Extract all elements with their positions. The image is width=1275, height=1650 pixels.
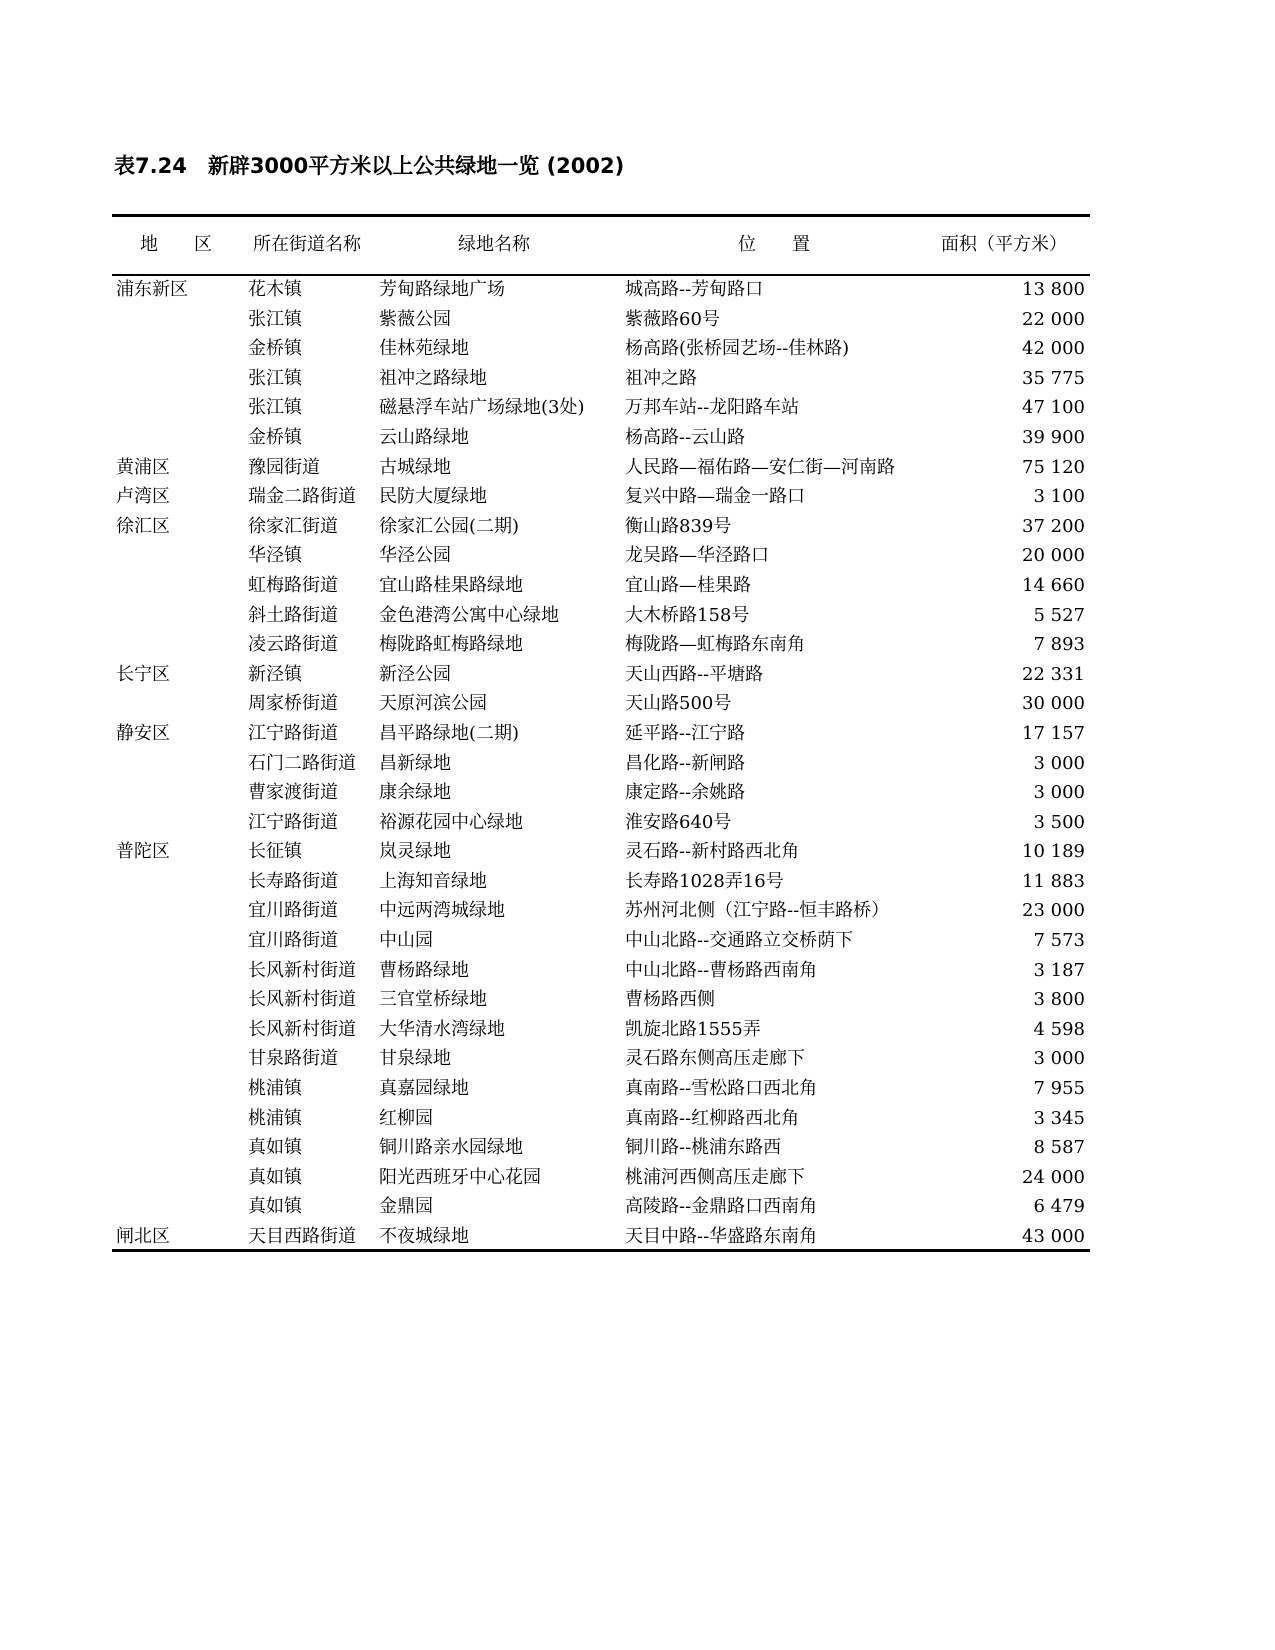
district-cell: 静安区 [116, 722, 170, 744]
area-cell: 3 800 [1033, 989, 1085, 1011]
area-cell: 75 120 [1022, 456, 1085, 478]
green-space-name-cell: 金色港湾公寓中心绿地 [379, 604, 559, 626]
table-title: 表7.24 新辟3000平方米以上公共绿地一览 (2002) [114, 154, 625, 178]
table-row [0, 867, 1275, 897]
table-row [0, 571, 1275, 601]
location-cell: 宜山路—桂果路 [625, 574, 751, 596]
street-cell: 张江镇 [248, 308, 302, 330]
street-cell: 曹家渡街道 [248, 782, 338, 804]
location-cell: 昌化路--新闸路 [625, 752, 746, 774]
location-cell: 祖冲之路 [625, 367, 697, 389]
table-row [0, 956, 1275, 986]
table-row [0, 837, 1275, 867]
green-space-name-cell: 祖冲之路绿地 [379, 367, 487, 389]
area-cell: 5 527 [1033, 604, 1085, 626]
location-cell: 桃浦河西侧高压走廊下 [625, 1166, 805, 1188]
area-cell: 3 000 [1033, 782, 1085, 804]
area-cell: 20 000 [1022, 545, 1085, 567]
table-row [0, 393, 1275, 423]
green-space-name-cell: 真嘉园绿地 [379, 1078, 469, 1100]
district-cell: 长宁区 [116, 663, 170, 685]
street-cell: 长征镇 [248, 841, 302, 863]
street-cell: 真如镇 [248, 1196, 302, 1218]
green-space-name-cell: 三官堂桥绿地 [379, 989, 487, 1011]
area-cell: 3 345 [1033, 1107, 1085, 1129]
location-cell: 紫薇路60号 [625, 308, 720, 330]
location-cell: 复兴中路—瑞金一路口 [625, 486, 805, 508]
table-row [0, 1104, 1275, 1134]
header-location: 位 置 [738, 234, 810, 255]
green-space-name-cell: 中山园 [379, 930, 433, 952]
street-cell: 长风新村街道 [248, 989, 356, 1011]
green-space-name-cell: 红柳园 [379, 1107, 433, 1129]
district-cell: 卢湾区 [116, 486, 170, 508]
green-space-name-cell: 天原河滨公园 [379, 693, 487, 715]
location-cell: 长寿路1028弄16号 [625, 870, 784, 892]
table-row [0, 453, 1275, 483]
area-cell: 22 000 [1022, 308, 1085, 330]
area-cell: 11 883 [1022, 870, 1085, 892]
table-row [0, 275, 1275, 305]
street-cell: 江宁路街道 [248, 722, 338, 744]
table-row [0, 749, 1275, 779]
street-cell: 宜川路街道 [248, 930, 338, 952]
location-cell: 凯旋北路1555弄 [625, 1018, 761, 1040]
green-space-name-cell: 紫薇公园 [379, 308, 451, 330]
area-cell: 3 187 [1033, 959, 1085, 981]
table-body [0, 275, 1275, 1252]
green-space-name-cell: 大华清水湾绿地 [379, 1018, 505, 1040]
table-row [0, 482, 1275, 512]
green-space-name-cell: 甘泉绿地 [379, 1048, 451, 1070]
location-cell: 灵石路--新村路西北角 [625, 841, 800, 863]
district-cell: 浦东新区 [116, 279, 188, 300]
green-space-name-cell: 磁悬浮车站广场绿地(3处) [379, 397, 585, 419]
table-row [0, 601, 1275, 631]
area-cell: 17 157 [1022, 722, 1085, 744]
area-cell: 22 331 [1022, 663, 1085, 685]
green-space-name-cell: 佳林苑绿地 [379, 338, 469, 360]
street-cell: 张江镇 [248, 397, 302, 419]
table-row [0, 1163, 1275, 1193]
green-space-name-cell: 宜山路桂果路绿地 [379, 574, 523, 596]
area-cell: 47 100 [1022, 397, 1085, 419]
green-space-name-cell: 云山路绿地 [379, 426, 469, 448]
table-row [0, 512, 1275, 542]
location-cell: 高陵路--金鼎路口西南角 [625, 1196, 818, 1218]
green-space-name-cell: 不夜城绿地 [379, 1226, 469, 1247]
location-cell: 真南路--雪松路口西北角 [625, 1078, 818, 1100]
district-cell: 普陀区 [116, 841, 170, 863]
header-green-space-name: 绿地名称 [458, 234, 530, 255]
street-cell: 华泾镇 [248, 545, 302, 567]
area-cell: 3 000 [1033, 1048, 1085, 1070]
table-row [0, 896, 1275, 926]
street-cell: 天目西路街道 [248, 1226, 356, 1247]
table-top-rule [112, 214, 1090, 217]
location-cell: 龙吴路—华泾路口 [625, 545, 769, 567]
area-cell: 13 800 [1022, 279, 1085, 300]
district-cell: 闸北区 [116, 1226, 170, 1247]
location-cell: 杨高路(张桥园艺场--佳林路) [625, 338, 850, 360]
street-cell: 斜土路街道 [248, 604, 338, 626]
street-cell: 金桥镇 [248, 338, 302, 360]
district-cell: 黄浦区 [116, 456, 170, 478]
street-cell: 长风新村街道 [248, 1018, 356, 1040]
green-space-name-cell: 昌平路绿地(二期) [379, 722, 520, 744]
area-cell: 23 000 [1022, 900, 1085, 922]
green-space-name-cell: 金鼎园 [379, 1196, 433, 1218]
area-cell: 10 189 [1022, 841, 1085, 863]
green-space-name-cell: 裕源花园中心绿地 [379, 811, 523, 833]
street-cell: 江宁路街道 [248, 811, 338, 833]
table-row [0, 926, 1275, 956]
green-space-name-cell: 徐家汇公园(二期) [379, 515, 520, 537]
green-space-name-cell: 上海知音绿地 [379, 870, 487, 892]
area-cell: 8 587 [1033, 1137, 1085, 1159]
area-cell: 7 955 [1033, 1078, 1085, 1100]
area-cell: 37 200 [1022, 515, 1085, 537]
area-cell: 43 000 [1022, 1226, 1085, 1247]
table-bottom-rule [112, 1249, 1090, 1252]
header-district: 地 区 [140, 234, 212, 255]
street-cell: 金桥镇 [248, 426, 302, 448]
green-space-name-cell: 岚灵绿地 [379, 841, 451, 863]
street-cell: 凌云路街道 [248, 634, 338, 656]
green-space-name-cell: 康余绿地 [379, 782, 451, 804]
location-cell: 万邦车站--龙阳路车站 [625, 397, 800, 419]
table-row [0, 1015, 1275, 1045]
area-cell: 42 000 [1022, 338, 1085, 360]
table-row [0, 541, 1275, 571]
location-cell: 真南路--红柳路西北角 [625, 1107, 800, 1129]
table-row [0, 985, 1275, 1015]
table-row [0, 334, 1275, 364]
location-cell: 梅陇路—虹梅路东南角 [625, 634, 805, 656]
area-cell: 3 100 [1033, 486, 1085, 508]
location-cell: 人民路—福佑路—安仁街—河南路 [625, 456, 895, 478]
area-cell: 7 573 [1033, 930, 1085, 952]
location-cell: 大木桥路158号 [625, 604, 750, 626]
street-cell: 宜川路街道 [248, 900, 338, 922]
location-cell: 天山西路--平塘路 [625, 663, 764, 685]
district-cell: 徐汇区 [116, 515, 170, 537]
green-space-name-cell: 中远两湾城绿地 [379, 900, 505, 922]
green-space-name-cell: 新泾公园 [379, 663, 451, 685]
table-row [0, 719, 1275, 749]
location-cell: 铜川路--桃浦东路西 [625, 1137, 782, 1159]
street-cell: 徐家汇街道 [248, 515, 338, 537]
street-cell: 石门二路街道 [248, 752, 356, 774]
location-cell: 中山北路--交通路立交桥荫下 [625, 930, 854, 952]
street-cell: 新泾镇 [248, 663, 302, 685]
green-space-name-cell: 芳甸路绿地广场 [379, 279, 505, 300]
street-cell: 瑞金二路街道 [248, 486, 356, 508]
area-cell: 6 479 [1033, 1196, 1085, 1218]
header-area: 面积（平方米） [941, 234, 1067, 255]
street-cell: 真如镇 [248, 1166, 302, 1188]
location-cell: 中山北路--曹杨路西南角 [625, 959, 818, 981]
table-row [0, 689, 1275, 719]
street-cell: 长风新村街道 [248, 959, 356, 981]
green-space-name-cell: 梅陇路虹梅路绿地 [379, 634, 523, 656]
location-cell: 康定路--余姚路 [625, 782, 746, 804]
green-space-name-cell: 民防大厦绿地 [379, 486, 487, 508]
table-row [0, 1192, 1275, 1222]
location-cell: 天山路500号 [625, 693, 732, 715]
green-space-name-cell: 古城绿地 [379, 456, 451, 478]
area-cell: 35 775 [1022, 367, 1085, 389]
area-cell: 7 893 [1033, 634, 1085, 656]
location-cell: 淮安路640号 [625, 811, 732, 833]
green-space-name-cell: 铜川路亲水园绿地 [379, 1137, 523, 1159]
area-cell: 3 500 [1033, 811, 1085, 833]
street-cell: 长寿路街道 [248, 870, 338, 892]
table-row [0, 364, 1275, 394]
header-street: 所在街道名称 [253, 234, 361, 255]
location-cell: 曹杨路西侧 [625, 989, 715, 1011]
street-cell: 豫园街道 [248, 456, 320, 478]
location-cell: 衡山路839号 [625, 515, 732, 537]
green-space-name-cell: 曹杨路绿地 [379, 959, 469, 981]
table-row [0, 423, 1275, 453]
table-row [0, 778, 1275, 808]
street-cell: 甘泉路街道 [248, 1048, 338, 1070]
table-row [0, 1133, 1275, 1163]
green-space-name-cell: 阳光西班牙中心花园 [379, 1166, 541, 1188]
street-cell: 桃浦镇 [248, 1078, 302, 1100]
street-cell: 桃浦镇 [248, 1107, 302, 1129]
area-cell: 3 000 [1033, 752, 1085, 774]
area-cell: 4 598 [1033, 1018, 1085, 1040]
table-row [0, 305, 1275, 335]
green-space-name-cell: 华泾公园 [379, 545, 451, 567]
green-space-name-cell: 昌新绿地 [379, 752, 451, 774]
area-cell: 39 900 [1022, 426, 1085, 448]
table-row [0, 1222, 1275, 1252]
area-cell: 24 000 [1022, 1166, 1085, 1188]
table-row [0, 1044, 1275, 1074]
table-row [0, 808, 1275, 838]
location-cell: 城高路--芳甸路口 [625, 279, 764, 300]
area-cell: 30 000 [1022, 693, 1085, 715]
street-cell: 真如镇 [248, 1137, 302, 1159]
location-cell: 杨高路--云山路 [625, 426, 746, 448]
table-row [0, 1074, 1275, 1104]
area-cell: 14 660 [1022, 574, 1085, 596]
location-cell: 天目中路--华盛路东南角 [625, 1226, 818, 1247]
location-cell: 延平路--江宁路 [625, 722, 746, 744]
table-row [0, 660, 1275, 690]
street-cell: 周家桥街道 [248, 693, 338, 715]
street-cell: 花木镇 [248, 279, 302, 300]
street-cell: 张江镇 [248, 367, 302, 389]
table-row [0, 630, 1275, 660]
location-cell: 苏州河北侧（江宁路--恒丰路桥） [625, 900, 890, 922]
location-cell: 灵石路东侧高压走廊下 [625, 1048, 805, 1070]
street-cell: 虹梅路街道 [248, 574, 338, 596]
